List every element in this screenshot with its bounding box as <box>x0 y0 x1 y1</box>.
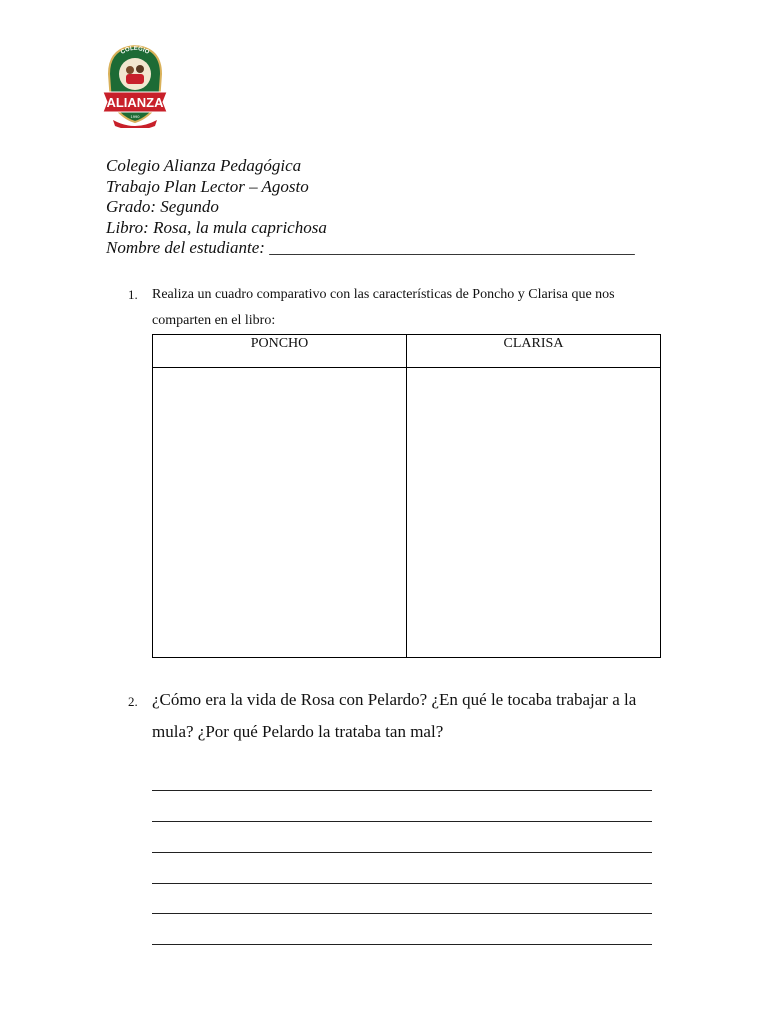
grade-line: Grado: Segundo <box>106 197 219 216</box>
logo-arc-text: COLEGIO <box>119 45 151 56</box>
question-number: 1. <box>128 287 138 302</box>
question-text: ¿Cómo era la vida de Rosa con Pelardo? ¿En qué le tocaba trabajar a la mula? ¿Por qué Pelardo la trataba tan mal? <box>152 690 637 741</box>
logo-year-text: 1990 <box>130 114 140 119</box>
school-name: Colegio Alianza Pedagógica <box>106 156 302 175</box>
figure-right-icon <box>136 65 144 73</box>
answer-cell-poncho[interactable] <box>153 368 407 658</box>
answer-line[interactable] <box>152 791 652 822</box>
answer-line[interactable] <box>152 884 652 915</box>
answer-line[interactable] <box>152 822 652 853</box>
book-line: Libro: Rosa, la mula caprichosa <box>106 217 327 237</box>
answer-lines <box>152 760 652 945</box>
question-text: Realiza un cuadro comparativo con las características de Poncho y Clarisa que nos comparten en el libro: <box>152 287 615 328</box>
answer-line[interactable] <box>152 914 652 945</box>
student-name-line: Nombre del estudiante: ___________________________________________ <box>106 238 635 257</box>
comparison-table <box>152 334 661 658</box>
question-number: 2. <box>128 694 138 709</box>
answer-line[interactable] <box>152 760 652 791</box>
column-header-clarisa: CLARISA <box>407 335 661 368</box>
answer-line[interactable] <box>152 853 652 884</box>
document-header <box>106 156 635 259</box>
figure-left-icon <box>126 66 134 74</box>
work-title: Trabajo Plan Lector – Agosto <box>106 176 309 196</box>
logo-name-text: ALIANZA <box>106 95 164 110</box>
column-header-poncho: PONCHO <box>153 335 407 368</box>
answer-cell-clarisa[interactable] <box>407 368 661 658</box>
school-logo <box>103 42 167 128</box>
